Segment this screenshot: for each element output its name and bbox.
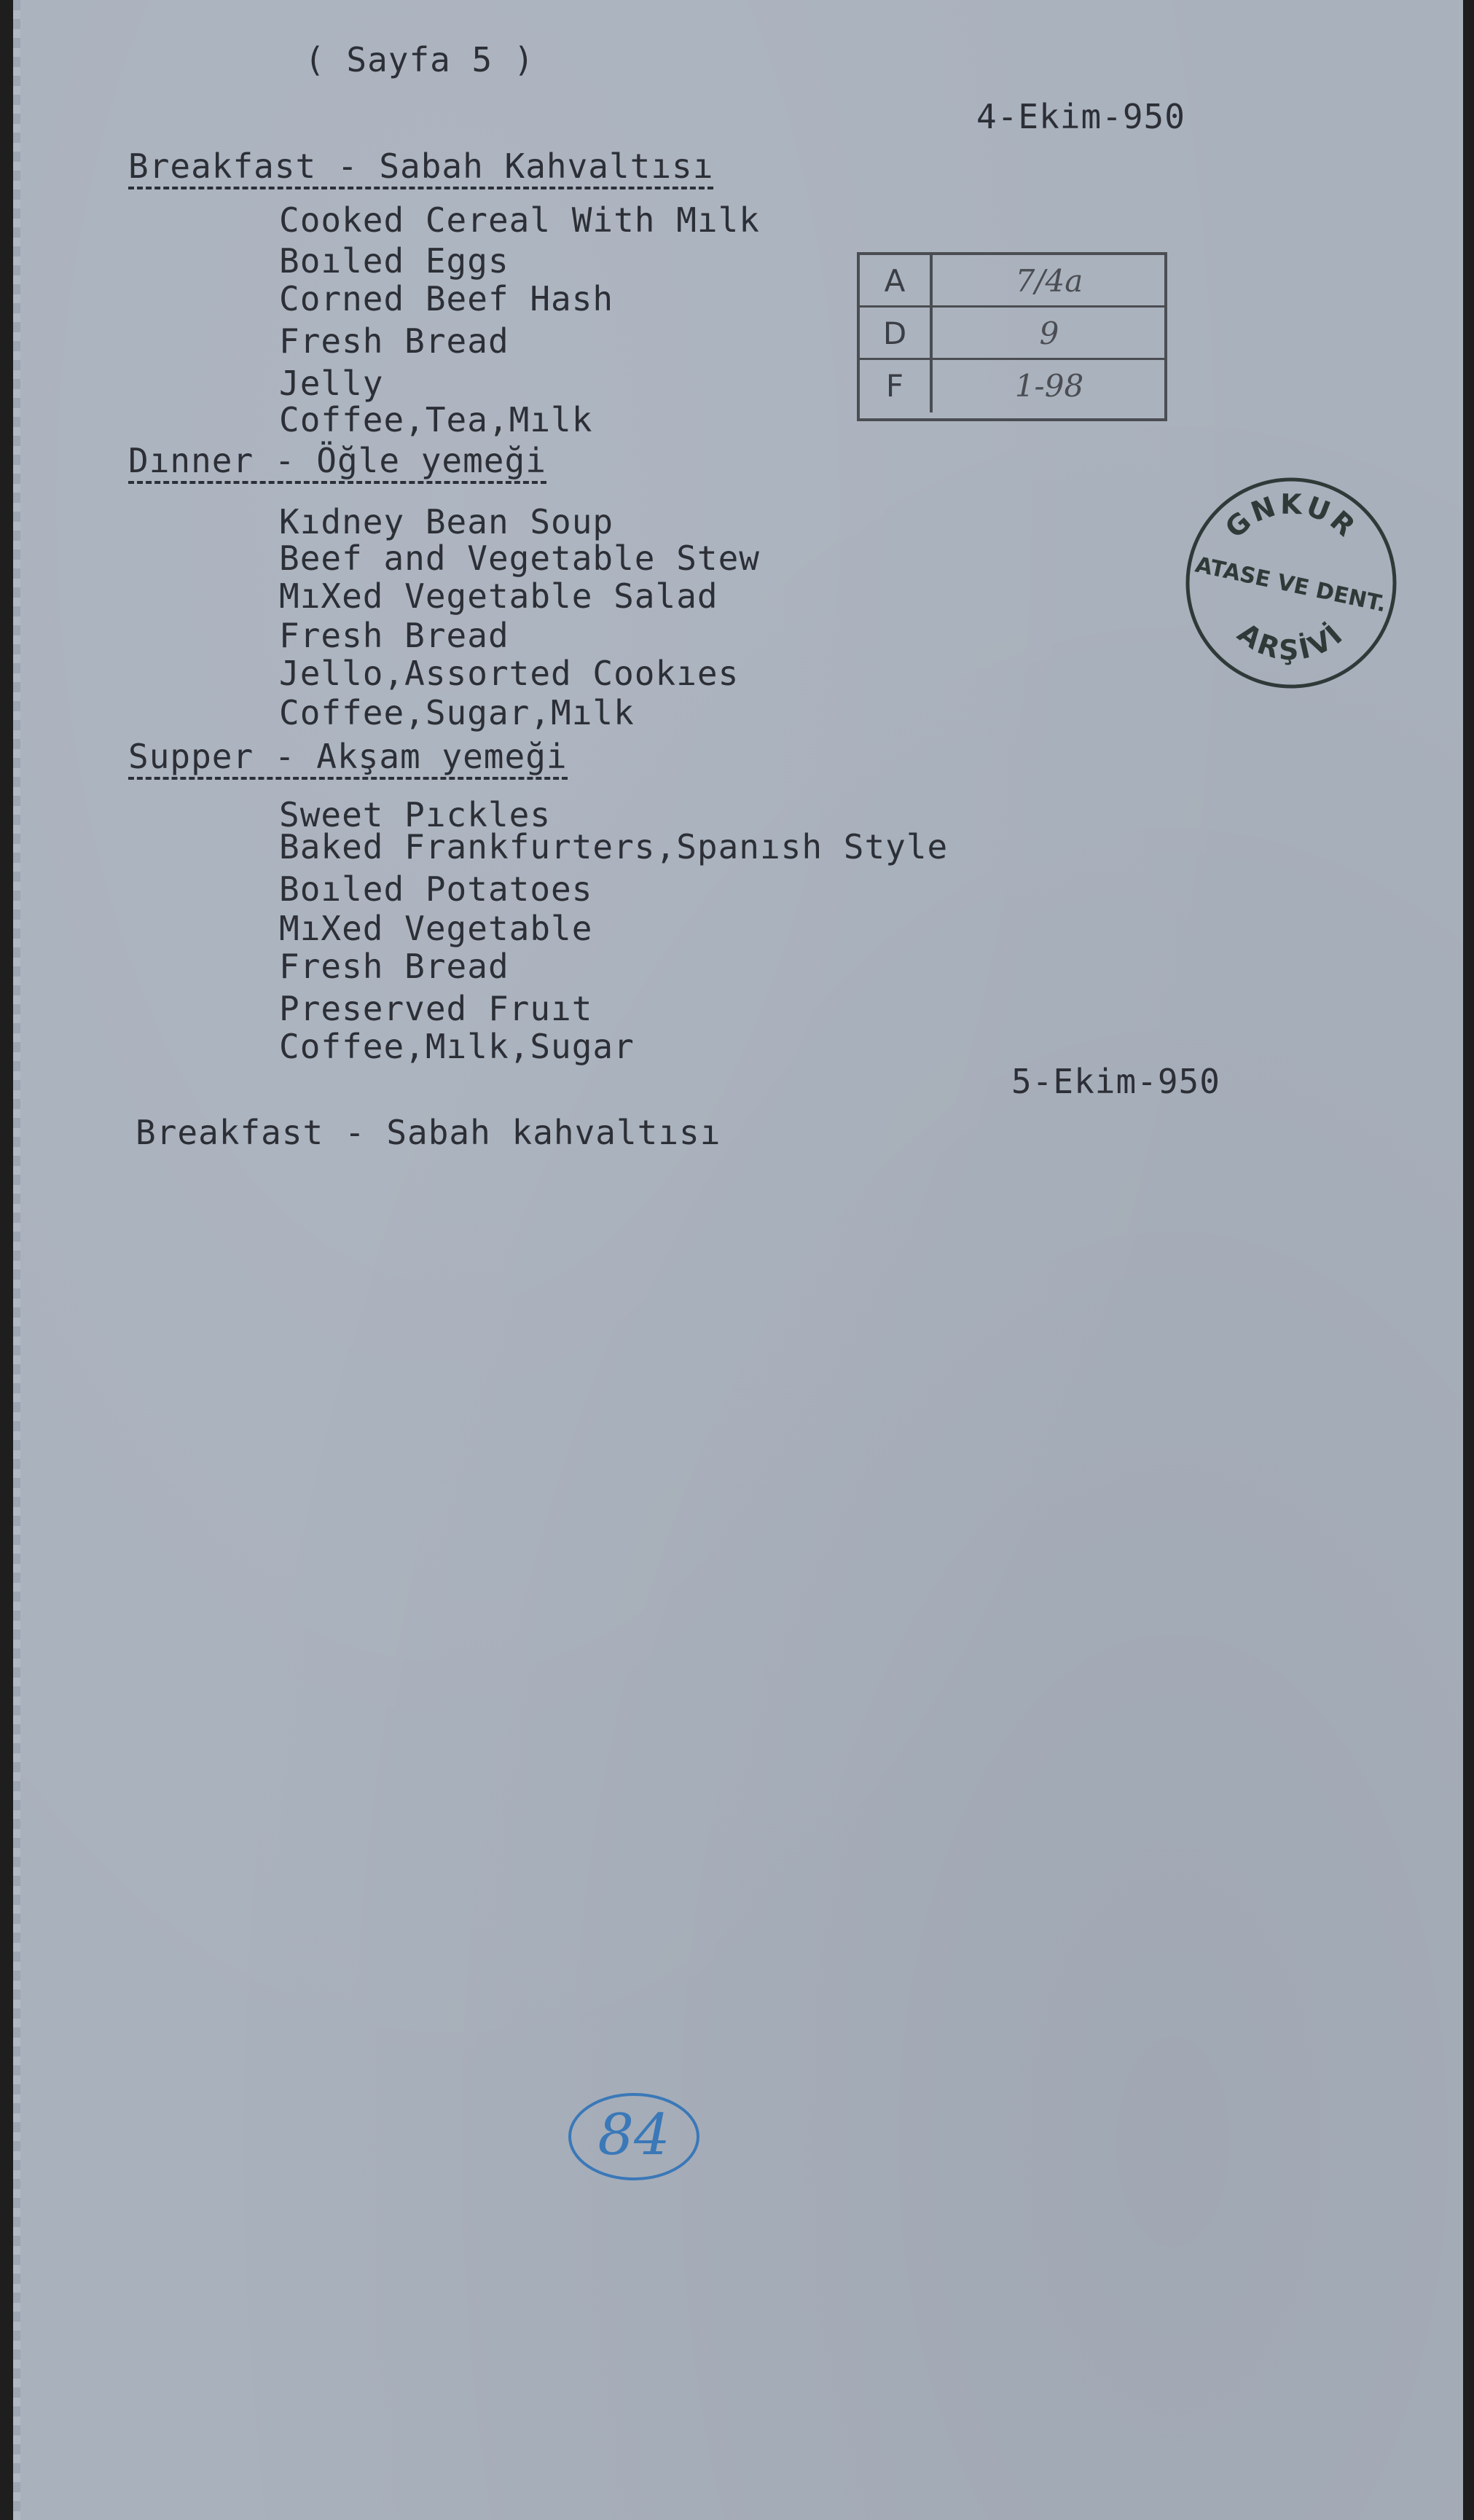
stamp-value: 9 [1039, 316, 1059, 351]
document-page [13, 0, 1463, 2520]
menu-item: Sweet Pıckles [279, 795, 552, 834]
stamp-row [860, 308, 1164, 360]
seal-bottom-text: ARŞİVİ [1231, 617, 1351, 667]
stamp-letter: F [860, 360, 933, 412]
torn-edge [13, 0, 20, 2520]
stamp-value: 7/4a [1015, 263, 1083, 299]
menu-item: Cooked Cereal With Mılk [279, 200, 760, 240]
menu-item: Beef and Vegetable Stew [279, 539, 760, 578]
menu-item: MıXed Vegetable [279, 909, 593, 948]
menu-item: MıXed Vegetable Salad [279, 576, 718, 616]
stamp-letter: A [860, 255, 933, 305]
menu-item: Baked Frankfurters,Spanısh Style [279, 827, 949, 866]
section-heading-breakfast-next: Breakfast - Sabah kahvaltısı [136, 1113, 721, 1152]
page-number-mark [561, 2084, 707, 2186]
stamp-value: 1-98 [1014, 368, 1084, 404]
registry-stamp-box [857, 252, 1167, 421]
svg-text:ARŞİVİ [1232, 617, 1351, 666]
stamp-row [860, 360, 1164, 412]
svg-text:GNKUR [1219, 488, 1363, 544]
stamp-letter: D [860, 308, 933, 358]
menu-item: Coffee,Tea,Mılk [279, 400, 593, 439]
page-label: ( Sayfa 5 ) [305, 40, 535, 79]
menu-item: Boıled Potatoes [279, 869, 593, 909]
archive-seal-icon [1182, 474, 1400, 692]
archive-seal-stamp [1182, 474, 1400, 692]
menu-item: Preserved Fruıt [279, 989, 593, 1028]
menu-item: Fresh Bread [279, 947, 509, 986]
menu-item: Boıled Eggs [279, 241, 509, 281]
stamp-row [860, 255, 1164, 308]
menu-item: Coffee,Mılk,Sugar [279, 1027, 635, 1066]
date-second: 5-Ekim-950 [1011, 1062, 1220, 1101]
menu-item: Kıdney Bean Soup [279, 502, 614, 541]
menu-item: Coffee,Sugar,Mılk [279, 693, 635, 732]
menu-item: Fresh Bread [279, 616, 509, 655]
menu-item: Jelly [279, 364, 384, 403]
seal-top-text: GNKUR [1219, 488, 1364, 545]
date-first: 4-Ekim-950 [976, 97, 1185, 136]
menu-item: Fresh Bread [279, 321, 509, 361]
section-heading-supper: Supper - Akşam yemeği [128, 737, 568, 780]
menu-item: Corned Beef Hash [279, 279, 614, 318]
seal-middle-text: ATASE VE DENT. [1193, 552, 1389, 618]
page-number: 84 [597, 2102, 670, 2168]
menu-item: Jello,Assorted Cookıes [279, 654, 740, 693]
section-heading-breakfast: Breakfast - Sabah Kahvaltısı [128, 147, 713, 189]
section-heading-dinner: Dınner - Öğle yemeği [128, 442, 546, 484]
